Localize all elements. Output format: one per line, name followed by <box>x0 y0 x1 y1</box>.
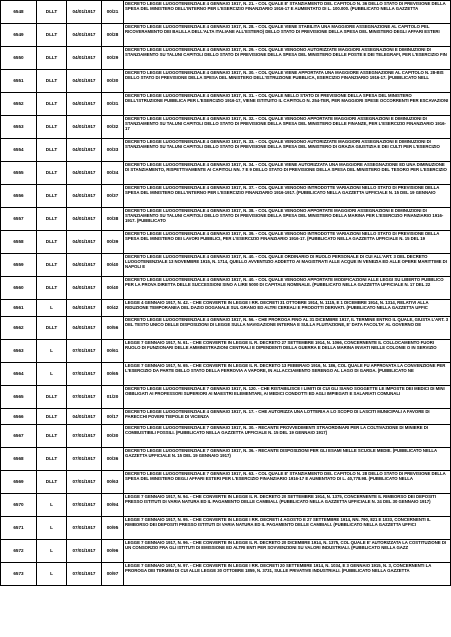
table-row <box>1 448 451 471</box>
act-type: DLLT <box>37 231 67 254</box>
record-number: 6555 <box>1 162 37 185</box>
act-date: 07/01/1917 <box>67 563 102 586</box>
act-type: L <box>37 540 67 563</box>
act-type: DLLT <box>37 425 67 448</box>
act-description: DECRETO LEGGE LUOGOTENENZIALE 4 GENNAIO 1917, N. 32. - COL QUALE VENGONO APPORTATE MAGGIORI ASSEGNAZIONI E DIMINUZIONI DI STANZIAMENTO SU TALUNI CAPITOLI DELLO STATO DI PREVISIONE DELLA SPESA DEL MINISTERO DELLE FINANZE, PER L'ESERCIZIO FINANZIARIO 1916-17 <box>124 116 451 139</box>
record-number: 6560 <box>1 277 37 300</box>
record-number: 6572 <box>1 540 37 563</box>
record-number: 6551 <box>1 70 37 93</box>
act-date: 07/01/1917 <box>67 471 102 494</box>
act-description: LEGGE 7 GENNAIO 1917, N. 65. - CHE CONVERTE IN LEGGE IL R. DECRETO 13 FEBBRAIO 1916, N. 186, COL QUALE FU APPROVATA LA CONVENZIONE PER L'ESERCIZIO DA PARTE DELLO STATO DELLA FERROVIA A VAPORE, IN ALLACCIAMENTO SERENGO AL LAGO DI GARDA. (PUBBLICATO NE <box>124 363 451 386</box>
table-row <box>1 409 451 425</box>
act-date: 04/01/1917 <box>67 409 102 425</box>
table-row <box>1 517 451 540</box>
act-description: DECRETO LEGGE LUOGOTENENZIALE 7 GENNAIO 1917, N. 30. - RECANTE PROVVEDIMENTI STRAORDINARI PER LA COLTIVAZIONE DI MINIERE DI COMBUSTIBILI FOSSILI. (PUBBLICATO NELLA GAZZETTA UFFICIALE N. 15 DEL 19 GENNAIO 1917) <box>124 425 451 448</box>
act-type: DLLT <box>37 1 67 24</box>
record-number: 6565 <box>1 386 37 409</box>
act-code: 00/29 <box>102 47 124 70</box>
table-row <box>1 70 451 93</box>
act-date: 07/01/1917 <box>67 425 102 448</box>
table-row <box>1 47 451 70</box>
act-code: 00/21 <box>102 1 124 24</box>
act-type: DLLT <box>37 116 67 139</box>
record-number: 6548 <box>1 1 37 24</box>
record-number: 6552 <box>1 93 37 116</box>
act-date: 04/01/1917 <box>67 47 102 70</box>
act-date: 07/01/1917 <box>67 448 102 471</box>
table-row <box>1 277 451 300</box>
act-code: 00/61 <box>102 340 124 363</box>
act-code: 00/40 <box>102 277 124 300</box>
record-number: 6566 <box>1 409 37 425</box>
record-number: 6549 <box>1 24 37 47</box>
act-date: 04/01/1917 <box>67 231 102 254</box>
act-description: LEGGE 7 GENNAIO 1917, N. 61. - CHE CONVERTE IN LEGGE IL R. DECRETO 27 SETTEMBRE 1914, N. 1066, CONCERNENTE IL COLLOCAMENTO FUORI RUOLO DI FUNZIONARI DELLE AMMINISTRAZIONI CENTRALI E DIPENDENTI DELLA GUERRA E DELLA MARINA INVIATI NELLE COLONIE O IN SERVIZIO <box>124 340 451 363</box>
record-number: 6570 <box>1 494 37 517</box>
act-type: L <box>37 494 67 517</box>
act-date: 04/01/1917 <box>67 254 102 277</box>
act-date: 04/01/1917 <box>67 24 102 47</box>
record-number: 6563 <box>1 340 37 363</box>
table-row <box>1 116 451 139</box>
act-code: 00/30 <box>102 425 124 448</box>
act-code: 00/34 <box>102 162 124 185</box>
table-row <box>1 24 451 47</box>
table-row <box>1 139 451 162</box>
record-number: 6564 <box>1 363 37 386</box>
act-code: 00/37 <box>102 185 124 208</box>
record-number: 6562 <box>1 317 37 340</box>
act-description: DECRETO LEGGE LUOGOTENENZIALE 7 GENNAIO 1917, N. 63. - COL QUALE E' STANZIAMENTO DEL CAPITOLO N. 28 DELLO STATO DI PREVISIONE DELLA SPESA DEL MINISTERO DEGLI AFFARI ESTERI PER L'ESERCIZIO FINANZIARIO 1916-17 E AUMENTATO DI L. 40,778.98. (PUBBLICATO NELLA <box>124 471 451 494</box>
act-description: DECRETO LEGGE LUOGOTENENZIALE 4 GENNAIO 1917, N. 31. - COL QUALE NELLO STATO DI PREVISIONE DELLA SPESA DEL MINISTERO DELL'ISTRUZIONE PUBBLICA PER L'ESERCIZIO 1916-17, VIENE ISTITUITO IL CAPITOLO N. 254-TER, PER MAGGIORI SPESE OCCORRENTI PER ESCAVAZIONI <box>124 93 451 116</box>
record-number: 6559 <box>1 254 37 277</box>
act-type: DLLT <box>37 254 67 277</box>
act-type: DLLT <box>37 185 67 208</box>
act-type: L <box>37 300 67 317</box>
act-code: 01/20 <box>102 386 124 409</box>
act-description: DECRETO LEGGE LUOGOTENENZIALE 4 GENNAIO 1917, N. 17. - CHE AUTORIZZA UNA LOTTERIA A LO SCOPO DI LASCITI MUNICIPALI A FAVORE DI PARECCHI POVERI TIEPOLE DI VICENZA <box>124 409 451 425</box>
record-number: 6558 <box>1 231 37 254</box>
act-description: DECRETO LEGGE LUOGOTENENZIALE 4 GENNAIO 1917, N. 33. - COL QUALE VENGONO AUTORIZZATE MAGGIORI ASSEGNAZIONI E DIMINUZIONI DI STANZIAMENTO SU TALUNI CAPITOLI DELLO STATO DI PREVISIONE DELLA SPESA DEL MINISTERO DI GRAZIA GIUSTIZIA E DEI CULTI PER L'ESERCIZIO <box>124 139 451 162</box>
table-row <box>1 363 451 386</box>
record-number: 6571 <box>1 517 37 540</box>
act-description: LEGGE 7 GENNAIO 1917, N. 97. - CHE CONVERTE IN LEGGE I RR. DECRETI 20 SETTEMBRE 1914, N. 1034, E 3 GENNAIO 1915, N. 3, CONCERNENTI LA PROROGA DEI TERMINI DI CUI ALLE LEGGE 30 OTTOBRE 1859, N. 3731, SULLE PRIVATIVE INDUSTRIALI. (PUBBLICATO NELLA GAZZETTA <box>124 563 451 586</box>
act-code: 00/38 <box>102 208 124 231</box>
act-date: 04/01/1917 <box>67 277 102 300</box>
act-description: DECRETO LEGGE LUOGOTENENZIALE 4 GENNAIO 1917, N. 40. - COL QUALE VENGONO APPORTATE MODIFICAZIONI ALLE LEGGI SU LIBERTO PUBBLICO PER LA PROVA DIRETTA DELLE SUCCESSIONI SINO A LIRE 5000 DI CAPITALE NOMINALE. (PUBBLICATO NELLA GAZZETTA UFFICIALE N. 17 DEL 22 <box>124 277 451 300</box>
act-type: DLLT <box>37 139 67 162</box>
act-type: DLLT <box>37 317 67 340</box>
act-date: 04/01/1917 <box>67 185 102 208</box>
act-code: 00/28 <box>102 24 124 47</box>
record-number: 6568 <box>1 448 37 471</box>
table-row <box>1 425 451 448</box>
register-rows <box>1 1 451 586</box>
act-date: 04/01/1917 <box>67 208 102 231</box>
act-date: 04/01/1917 <box>67 70 102 93</box>
act-type: DLLT <box>37 93 67 116</box>
act-code: 00/96 <box>102 540 124 563</box>
act-date: 04/01/1917 <box>67 300 102 317</box>
act-code: 00/94 <box>102 494 124 517</box>
act-date: 04/01/1917 <box>67 139 102 162</box>
act-code: 00/36 <box>102 448 124 471</box>
table-row <box>1 208 451 231</box>
act-date: 04/01/1917 <box>67 162 102 185</box>
act-description: DECRETO LEGGE LUOGOTENENZIALE 4 GENNAIO 1917, N. 40. - COL QUALE ORDINARIO DI RUOLO PERSONALE DI CUI ALL'ART. 3 DEL DECRETO LUOGOTENENZIALE 13 NOVEMBRE 1915, N. 1714, QUELLO AVVENTIZIO ADDETTO AI MAGISTRATI ALLE ACQUE IN VENEZIA ED ALLE OPERE MARITTIME DI NAPOLI E <box>124 254 451 277</box>
act-type: DLLT <box>37 448 67 471</box>
act-date: 07/01/1917 <box>67 517 102 540</box>
act-date: 07/01/1917 <box>67 363 102 386</box>
act-type: L <box>37 363 67 386</box>
act-type: DLLT <box>37 24 67 47</box>
record-number: 6553 <box>1 116 37 139</box>
act-description: DECRETO LEGGE LUOGOTENENZIALE 4 GENNAIO 1917, N. 34. - COL QUALE VIENE AUTORIZZATA UNA MAGGIORE ASSEGNAZIONE ED UNA DIMINUZIONE DI STANZIAMENTO, RISPETTIVAMENTE AI CAPITOLI NN. 7 E 9 DELLO STATO DI PREVISIONE DELLA SPESA DEL MINISTERO DEL TESORO PER L'ESERCIZIO <box>124 162 451 185</box>
act-type: L <box>37 340 67 363</box>
table-row <box>1 254 451 277</box>
act-description: DECRETO LEGGE LUOGOTENENZIALE 7 GENNAIO 1917, N. 120. - CHE RISTABILISCE I LIMITI DI CUI GLI SIANO SOGGETTE LE IMPOSTE DEI MEDICI DI MINI OBBLIGATI AI PROFESSORI SUPERIORI AI MAESTRI ELEMENTARI, AI MEDICI CONDOTTI ED AGLI IMPIEGATI E SALARIATI COMUNALI <box>124 386 451 409</box>
record-number: 6567 <box>1 425 37 448</box>
act-code: 00/30 <box>102 70 124 93</box>
act-code: 00/17 <box>102 409 124 425</box>
act-date: 04/01/1917 <box>67 317 102 340</box>
act-type: DLLT <box>37 386 67 409</box>
act-type: L <box>37 563 67 586</box>
record-number: 6573 <box>1 563 37 586</box>
table-row <box>1 494 451 517</box>
act-description: DECRETO LEGGE LUOGOTENENZIALE 4 GENNAIO 1917, N. 29. - COL QUALE VENGONO AUTORIZZATE MAGGIORI ASSEGNAZIONI E DIMINUZIONI DI STANZIAMENTO SU TALUNI CAPITOLI DELLO STATO DI PREVISIONE DELLA SPESA DEL MINISTERO DELLE POSTE E DEI TELEGRAFI, PER L'ESERCIZIO FIN <box>124 47 451 70</box>
table-row <box>1 93 451 116</box>
act-description: LEGGE 4 GENNAIO 1917, N. 42. - CHE CONVERTE IN LEGGE I RR. DECRETI 31 OTTOBRE 1914, N. 1115, E 1 DICEMBRE 1914, N. 1314, RELATIVI ALLA RIDUZIONE TEMPORANEA DEL DAZIO DOGANALE SUL GRANO ED ALTRI CEREALI E PRODOTTI DERIVATI. (PUBBLICATO NELLA GAZZETTA UFFIC <box>124 300 451 317</box>
table-row <box>1 386 451 409</box>
act-type: DLLT <box>37 162 67 185</box>
act-code: 00/95 <box>102 517 124 540</box>
act-description: LEGGE 7 GENNAIO 1917, N. 94. - CHE CONVERTE IN LEGGE IL R. DECRETO 20 SETTEMBRE 1914, N. 1375, CONCERNENTE IL RIMBORSO DEI DEPOSITI PRESSO ISTITUTI DI VARIA NATURA ED IL PAGAMENTO DELLE CAMBIALI. (PUBBLICATO NELLA GAZZETTA UFFICIALE N. 24 DEL 30 GENNAIO 1917) <box>124 494 451 517</box>
record-number: 6556 <box>1 185 37 208</box>
table-row <box>1 231 451 254</box>
record-number: 6557 <box>1 208 37 231</box>
act-date: 07/01/1917 <box>67 494 102 517</box>
act-description: LEGGE 7 GENNAIO 1917, N. 95. - CHE CONVERTE IN LEGGE I RR. DECRETI 4 AGOSTO E 27 SETTEMBRE 1914, NN. 790, 821 E 1033, CONCERNENTI IL RIMBORSO DEI DEPOSITI PRESSO ISTITUTI DI VARIA NATURA ED IL PAGAMENTO DELLE CAMBIALI. (PUBBLICATO NELLA GAZZETTA UFFICI <box>124 517 451 540</box>
act-description: DECRETO LEGGE LUOGOTENENZIALE 4 GENNAIO 1917, N. 30. - COL QUALE VIENE APPORTATA UNA MAGGIORE ASSEGNAZIONE AL CAPITOLO N. 28-BIS DELLO STATO DI PREVISIONE DELLA SPESA DEL MINISTERO DELL'ISTRUZIONE PUBBLICA, ESERCIZIO FINANZIARIO 1916-17. (PUBBLICATO NELL <box>124 70 451 93</box>
act-description: DECRETO LEGGE LUOGOTENENZIALE 4 GENNAIO 1917, N. 28. - COL QUALE VIENE STABILITA UNA MAGGIORE ASSEGNAZIONE AL CAPITOLO PEL RICOVERAMENTO DEI BALILLA DELL'ALTA ITALIANE ALL'ESTERO) DELLO STATO DI PREVISIONE DELLA SPESA DEL MINISTERO DEGLI AFFARI ESTERI <box>124 24 451 47</box>
act-type: DLLT <box>37 471 67 494</box>
act-description: DECRETO LEGGE LUOGOTENENZIALE 7 GENNAIO 1917, N. 36. - RECANTE DISPOSIZIONI PER GLI ESAMI NELLE SCUOLE MEDIE. (PUBBLICATO NELLA GAZZETTA UFFICIALE N. 15 DEL 19 GENNAIO 1917) <box>124 448 451 471</box>
act-description: DECRETO LEGGE LUOGOTENENZIALE 4 GENNAIO 1917, N. 39. - COL QUALE VENGONO INTRODOTTE VARIAZIONI NELLO STATO DI PREVISIONE DELLA SPESA DEL MINISTERO DEI LAVORI PUBBLICI, PER L'ESERCIZIO FINANZIARIO 1916-17. (PUBBLICATO NELLA GAZZETTA UFFICIALE N. 15 DEL 19 <box>124 231 451 254</box>
act-code: 00/97 <box>102 563 124 586</box>
act-code: 00/42 <box>102 300 124 317</box>
act-code: 00/56 <box>102 317 124 340</box>
act-date: 07/01/1917 <box>67 340 102 363</box>
act-code: 00/65 <box>102 363 124 386</box>
act-description: DECRETO LEGGE LUOGOTENENZIALE 4 GENNAIO 1917, N. 37. - COL QUALE VENGONO INTRODOTTE VARIAZIONI NELLO STATO DI PREVISIONE DELLA SPESA DEL MINISTERO DELL'INTERNO PER L'ESERCIZIO FINANZIARIO 1916-1917. (PUBBLICATO NELLA GAZZETTA UFFICIALE N. 15 DEL 19 GENNAIO <box>124 185 451 208</box>
act-code: 00/33 <box>102 139 124 162</box>
act-date: 07/01/1917 <box>67 386 102 409</box>
act-type: DLLT <box>37 409 67 425</box>
act-type: DLLT <box>37 47 67 70</box>
record-number: 6554 <box>1 139 37 162</box>
act-code: 00/39 <box>102 231 124 254</box>
act-type: DLLT <box>37 70 67 93</box>
record-number: 6550 <box>1 47 37 70</box>
act-code: 00/31 <box>102 93 124 116</box>
table-row <box>1 340 451 363</box>
table-row <box>1 162 451 185</box>
act-type: DLLT <box>37 208 67 231</box>
act-description: DECRETO LEGGE LUOGOTENENZIALE 4 GENNAIO 1917, N. 56. - CHE PROROGA FINO AL 31 DICEMBRE 1917, IL TERMINE ENTRO IL QUALE, GIUSTA L'ART. 3 DEL TESTO UNICO DELLE DISPOSIZIONI DI LEGGE SULLA NAVIGAZIONE INTERNA E SULLA FLUITAZIONE, E' DATA FACOLTA' AL GOVERNO DE <box>124 317 451 340</box>
act-code: 00/40 <box>102 254 124 277</box>
act-description: LEGGE 7 GENNAIO 1917, N. 96. - CHE CONVERTE IN LEGGE IL R. DECRETO 20 DICEMBRE 1914, N. 1375, COL QUALE E' AUTORIZZATA LA COSTITUZIONE DI UN CONSORZIO FRA GLI ISTITUTI DI EMISSIONE ED ALTRI ENTI PER SOVVENZIONI SU VALORI INDUSTRIALI. (PUBBLICATO NELLA GAZZ <box>124 540 451 563</box>
table-row <box>1 563 451 586</box>
table-row <box>1 300 451 317</box>
record-number: 6561 <box>1 300 37 317</box>
act-description: DECRETO LEGGE LUOGOTENENZIALE 4 GENNAIO 1917, N. 38. - COL QUALE VENGONO APPORTATE MAGGIORI ASSEGNAZIONI E DIMINUZIONI DI STANZIAMENTO SU TALUNI CAPITOLI DELLO STATO DI PREVISIONE DELLA SPESA DEL MINISTERO DELLA MARINA PER L'ESERCIZIO FINANZIARIO 1916-1917. (PUBBLICATO <box>124 208 451 231</box>
act-date: 04/01/1917 <box>67 116 102 139</box>
table-row <box>1 185 451 208</box>
act-type: DLLT <box>37 277 67 300</box>
table-row <box>1 317 451 340</box>
act-date: 07/01/1917 <box>67 540 102 563</box>
act-type: L <box>37 517 67 540</box>
table-row <box>1 471 451 494</box>
table-row <box>1 540 451 563</box>
table-row <box>1 1 451 24</box>
act-code: 00/63 <box>102 471 124 494</box>
record-number: 6569 <box>1 471 37 494</box>
act-description: DECRETO LEGGE LUOGOTENENZIALE 4 GENNAIO 1917, N. 21. - COL QUALE E' STANZIAMENTO DEL CAPITOLO N. 36 DELLO STATO DI PREVISIONE DELLA SPESA DEL MINISTERO DELL'INTERNO PER L'ESERCIZIO FINANZIARIO 1916-17 E AUMENTATO DI L. 100.000. (PUBBLICATO NELLA GAZZETTA <box>124 1 451 24</box>
act-code: 00/32 <box>102 116 124 139</box>
act-date: 04/01/1917 <box>67 93 102 116</box>
act-date: 04/01/1917 <box>67 1 102 24</box>
